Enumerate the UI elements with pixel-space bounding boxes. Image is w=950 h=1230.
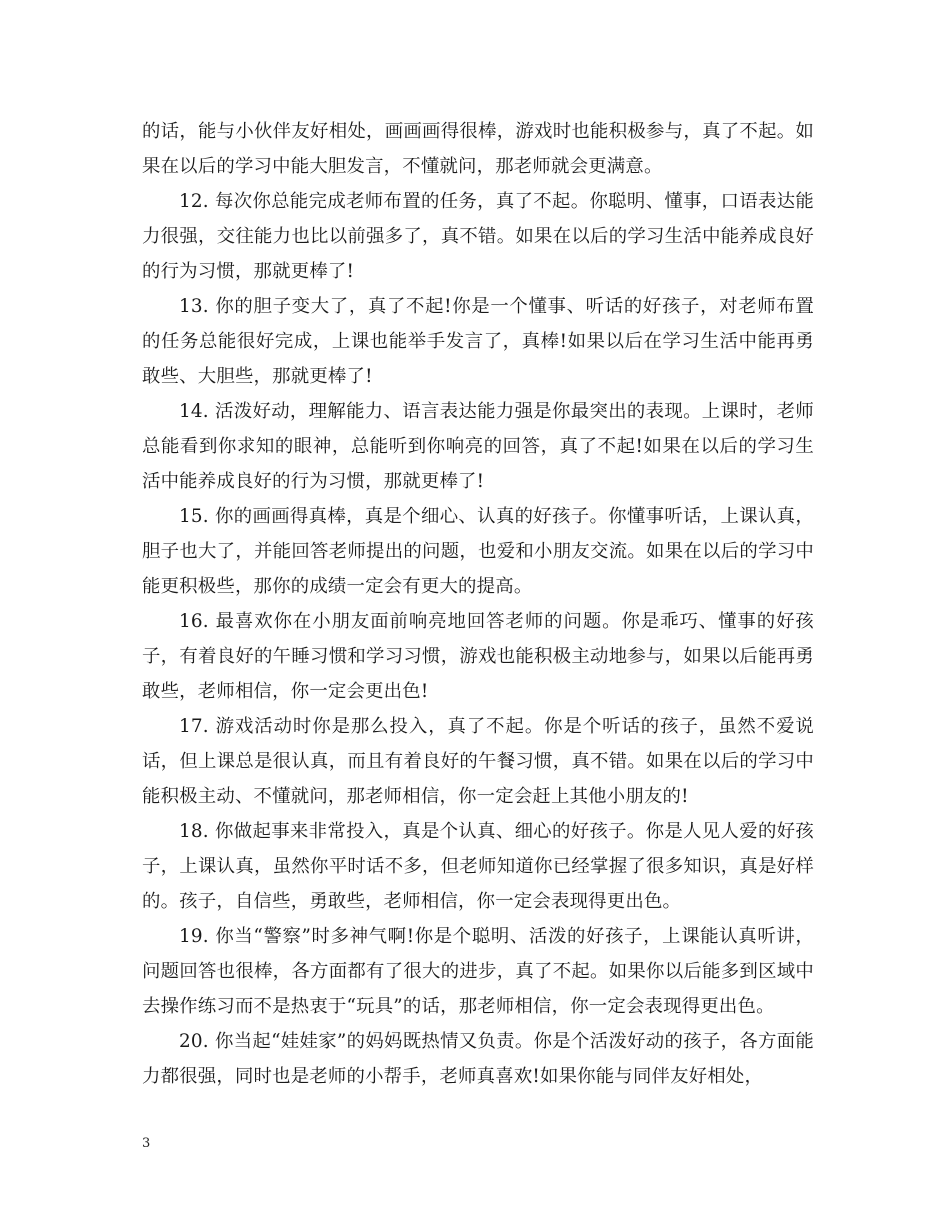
paragraph-item-17: 17. 游戏活动时你是那么投入，真了不起。你是个听话的孩子，虽然不爱说话，但上课总是很认真，而且有着良好的午餐习惯，真不错。如果在以后的学习中能积极主动、不懂就问，那老师相信，你一定会赶上其他小朋友的! — [142, 716, 814, 807]
paragraph-item-16: 16. 最喜欢你在小朋友面前响亮地回答老师的问题。你是乖巧、懂事的好孩子，有着良好的午睡习惯和学习习惯，游戏也能积极主动地参与，如果以后能再勇敢些，老师相信，你一定会更出色! — [142, 611, 814, 702]
page-number: 3 — [142, 1136, 151, 1151]
paragraph-item-13: 13. 你的胆子变大了，真了不起!你是一个懂事、听话的好孩子，对老师布置的任务总能很好完成，上课也能举手发言了，真棒!如果以后在学习生活中能再勇敢些、大胆些，那就更棒了! — [142, 296, 814, 387]
paragraph-item-19: 19. 你当“警察”时多神气啊!你是个聪明、活泼的好孩子，上课能认真听讲，问题回答也很棒，各方面都有了很大的进步，真了不起。如果你以后能多到区域中去操作练习而不是热衷于“玩具”的话，那老师相信，你一定会表现得更出色。 — [142, 926, 814, 1017]
paragraph-continuation: 的话，能与小伙伴友好相处，画画画得很棒，游戏时也能积极参与，真了不起。如果在以后的学习中能大胆发言，不懂就问，那老师就会更满意。 — [142, 121, 814, 177]
paragraph-item-14: 14. 活泼好动，理解能力、语言表达能力强是你最突出的表现。上课时，老师总能看到你求知的眼神，总能听到你响亮的回答，真了不起!如果在以后的学习生活中能养成良好的行为习惯，那就更棒了! — [142, 401, 814, 492]
paragraph-item-15: 15. 你的画画得真棒，真是个细心、认真的好孩子。你懂事听话，上课认真，胆子也大了，并能回答老师提出的问题，也爱和小朋友交流。如果在以后的学习中能更积极些，那你的成绩一定会有更大的提高。 — [142, 506, 814, 597]
paragraph-item-20: 20. 你当起“娃娃家”的妈妈既热情又负责。你是个活泼好动的孩子，各方面能力都很强，同时也是老师的小帮手，老师真喜欢!如果你能与同伴友好相处， — [142, 1031, 814, 1087]
paragraph-item-18: 18. 你做起事来非常投入，真是个认真、细心的好孩子。你是人见人爱的好孩子，上课认真，虽然你平时话不多，但老师知道你已经掌握了很多知识，真是好样的。孩子，自信些，勇敢些，老师相信，你一定会表现得更出色。 — [142, 821, 814, 912]
document-body — [142, 114, 814, 1094]
paragraph-item-12: 12. 每次你总能完成老师布置的任务，真了不起。你聪明、懂事，口语表达能力很强，交往能力也比以前强多了，真不错。如果在以后的学习生活中能养成良好的行为习惯，那就更棒了! — [142, 191, 814, 282]
